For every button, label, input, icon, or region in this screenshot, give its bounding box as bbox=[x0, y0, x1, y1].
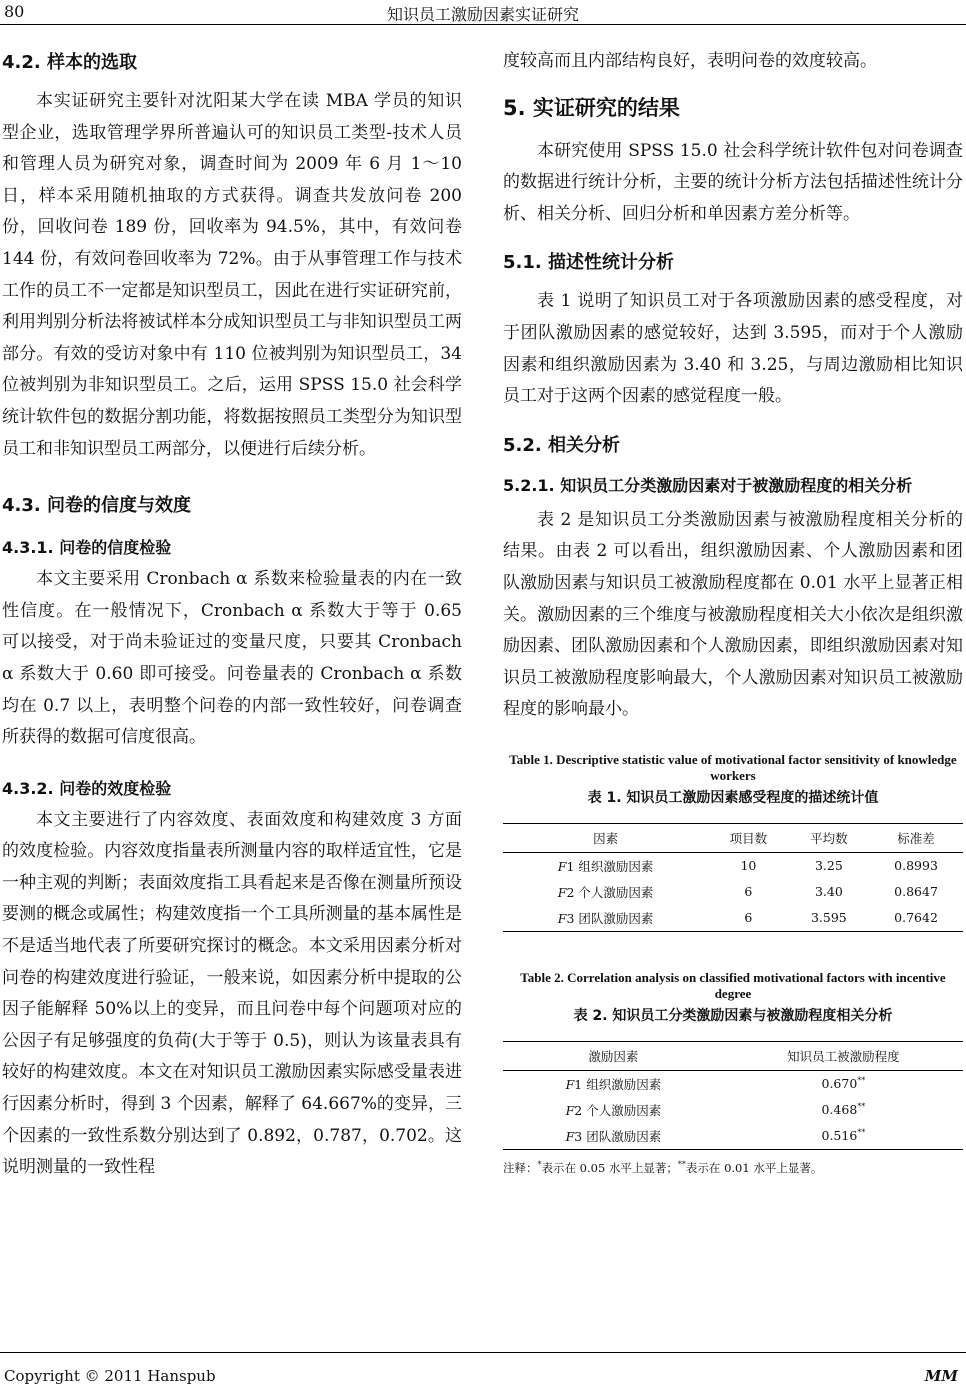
table-header-cell: 激励因素 bbox=[503, 1041, 724, 1070]
note-prefix: 注释： bbox=[503, 1160, 538, 1175]
table-header-row bbox=[503, 1041, 963, 1070]
correlation-value: 0.468 bbox=[821, 1102, 858, 1118]
table-1-caption-en: Table 1. Descriptive statistic value of motivational factor sensitivity of knowledge workers bbox=[509, 751, 957, 783]
significance-mark: ** bbox=[857, 1128, 866, 1138]
correlation-value: 0.516 bbox=[821, 1128, 858, 1144]
section-4-3-1-heading: 4.3.1. 问卷的信度检验 bbox=[2, 538, 172, 558]
table-header-cell: 知识员工被激励程度 bbox=[724, 1041, 963, 1070]
significance-mark: ** bbox=[857, 1102, 866, 1112]
section-4-2-paragraph: 本实证研究主要针对沈阳某大学在读 MBA 学员的知识型企业，选取管理学界所普遍认可的知识员工类型-技术人员和管理人员为研究对象，调查时间为 2009 年 6 月 1～10 日，样本采用随机抽取的方式获得。调查共发放问卷 200 份，回收问卷 189 份，回收率为 94.5%，其中，有效问卷 144 份，有效问卷回收率为 72%。由于从事管理工作与技术工作的员工不一定都是知识型员工，因此在进行实证研究前，利用判别分析法将被试样本分成知识型员工与非知识型员工两部分。有效的受访对象中有 110 位被判别为知识型员工，34 位被判别为非知识型员工。之后，运用 SPSS 15.0 社会科学统计软件包的数据分割功能，将数据按照员工类型分为知识型员工和非知识型员工两部分，以便进行后续分析。 bbox=[2, 91, 462, 459]
header-rule bbox=[0, 24, 966, 25]
note-mark: * bbox=[537, 1160, 542, 1170]
items-cell: 6 bbox=[708, 905, 788, 932]
mean-cell: 3.40 bbox=[814, 884, 843, 900]
table-header-cell: 平均数 bbox=[789, 823, 869, 852]
section-5-2-heading: 5.2. 相关分析 bbox=[503, 434, 620, 456]
table-header-cell: 因素 bbox=[503, 823, 708, 852]
table-header-cell: 标准差 bbox=[869, 823, 963, 852]
significance-mark: ** bbox=[857, 1076, 866, 1086]
running-title: 知识员工激励因素实证研究 bbox=[386, 5, 579, 24]
table-1-grid bbox=[503, 823, 963, 932]
table-row bbox=[503, 852, 963, 879]
sd-cell: 0.8647 bbox=[894, 884, 938, 900]
section-5-2-1-heading: 5.2.1. 知识员工分类激励因素对于被激励程度的相关分析 bbox=[503, 475, 913, 495]
sd-cell: 0.8993 bbox=[894, 858, 938, 874]
table-2-note bbox=[503, 1160, 963, 1176]
table-row bbox=[503, 905, 963, 932]
section-5-paragraph: 本研究使用 SPSS 15.0 社会科学统计软件包对问卷调查的数据进行统计分析，主要的统计分析方法包括描述性统计分析、相关分析、回归分析和单因素方差分析等。 bbox=[503, 140, 963, 224]
table-1 bbox=[503, 752, 963, 932]
factor-code: F bbox=[565, 1128, 575, 1144]
factor-name-cell bbox=[503, 1097, 724, 1123]
correlation-cell bbox=[724, 1070, 963, 1097]
table-2-caption-en: Table 2. Correlation analysis on classified motivational factors with incentive degree bbox=[520, 969, 946, 1001]
page-number: 80 bbox=[4, 2, 25, 21]
section-4-3-2-heading: 4.3.2. 问卷的效度检验 bbox=[2, 778, 172, 798]
correlation-cell bbox=[724, 1123, 963, 1150]
section-5-1-paragraph: 表 1 说明了知识员工对于各项激励因素的感受程度，对于团队激励因素的感觉较好，达到 3.595，而对于个人激励因素和组织激励因素为 3.40 和 3.25，与周边激励相比知识员工对于这两个因素的感觉程度一般。 bbox=[503, 291, 963, 407]
left-column bbox=[2, 44, 462, 1184]
factor-name-cell bbox=[503, 1070, 724, 1097]
journal-abbrev: MM bbox=[924, 1367, 958, 1385]
factor-number: 1 bbox=[566, 858, 575, 874]
table-row bbox=[503, 1123, 963, 1150]
table-header-cell: 项目数 bbox=[708, 823, 788, 852]
factor-name: 团队激励因素 bbox=[586, 1128, 662, 1144]
right-column bbox=[503, 44, 963, 1176]
table-2-caption-cn: 表 2. 知识员工分类激励因素与被激励程度相关分析 bbox=[573, 1007, 893, 1024]
section-5-1-heading: 5.1. 描述性统计分析 bbox=[503, 252, 674, 274]
items-cell: 6 bbox=[744, 884, 753, 900]
page-footer bbox=[0, 1352, 966, 1387]
factor-number: 2 bbox=[574, 1102, 583, 1118]
section-4-3-heading: 4.3. 问卷的信度与效度 bbox=[2, 495, 191, 517]
mean-cell: 3.595 bbox=[789, 905, 869, 932]
factor-number: 3 bbox=[566, 910, 575, 926]
factor-number: 1 bbox=[574, 1076, 583, 1092]
factor-name: 团队激励因素 bbox=[578, 910, 654, 926]
copyright-notice: Copyright © 2011 Hanspub bbox=[4, 1367, 216, 1385]
note-mark: ** bbox=[677, 1160, 686, 1170]
factor-name: 个人激励因素 bbox=[578, 884, 654, 900]
note-text: 表示在 0.05 水平上显著； bbox=[541, 1160, 678, 1175]
correlation-cell bbox=[724, 1097, 963, 1123]
factor-code: F bbox=[557, 884, 567, 900]
factor-code: F bbox=[557, 910, 567, 926]
correlation-value: 0.670 bbox=[821, 1076, 858, 1092]
factor-code: F bbox=[565, 1102, 575, 1118]
factor-number: 2 bbox=[566, 884, 575, 900]
factor-name: 组织激励因素 bbox=[578, 858, 654, 874]
factor-name: 个人激励因素 bbox=[586, 1102, 662, 1118]
sd-cell: 0.7642 bbox=[869, 905, 963, 932]
table-row bbox=[503, 1070, 963, 1097]
factor-name: 组织激励因素 bbox=[586, 1076, 662, 1092]
section-5-heading: 5. 实证研究的结果 bbox=[503, 95, 680, 120]
factor-number: 3 bbox=[574, 1128, 583, 1144]
continued-paragraph: 度较高而且内部结构良好，表明问卷的效度较高。 bbox=[503, 51, 877, 71]
factor-code: F bbox=[565, 1076, 575, 1092]
section-4-3-1-paragraph: 本文主要采用 Cronbach α 系数来检验量表的内在一致性信度。在一般情况下，Cronbach α 系数大于等于 0.65 可以接受，对于尚未验证过的变量尺度，只要其 Cronbach α 系数大于 0.60 即可接受。问卷量表的 Cronbach α 系数均在 0.7 以上，表明整个问卷的内部一致性较好，问卷调查所获得的数据可信度很高。 bbox=[2, 569, 462, 748]
table-header-row bbox=[503, 823, 963, 852]
table-2-grid bbox=[503, 1041, 963, 1150]
factor-name-cell bbox=[503, 905, 708, 932]
section-4-2-heading: 4.2. 样本的选取 bbox=[2, 52, 137, 73]
section-4-3-2-paragraph: 本文主要进行了内容效度、表面效度和构建效度 3 方面的效度检验。内容效度指量表所测量内容的取样适宜性，它是一种主观的判断；表面效度指工具看起来是否像在测量所预设要测的概念或属性；构建效度指一个工具所测量的基本属性是不是适当地代表了所要研究探讨的概念。本文采用因素分析对问卷的构建效度进行验证，一般来说，如因素分析中提取的公因子能解释 50%以上的变异，而且问卷中每个问题项对应的公因子有足够强度的负荷(大于等于 0.5)，则认为该量表具有较好的构建效度。本文在对知识员工激励因素实际感受量表进行因素分析时，得到 3 个因素，解释了 64.667%的变异，三个因素的一致性系数分别达到了 0.892，0.787，0.702。这说明测量的一致性程 bbox=[2, 809, 462, 1178]
table-1-caption-cn: 表 1. 知识员工激励因素感受程度的描述统计值 bbox=[587, 789, 879, 806]
factor-code: F bbox=[557, 858, 567, 874]
table-row bbox=[503, 879, 963, 905]
table-row bbox=[503, 1097, 963, 1123]
note-text: 表示在 0.01 水平上显著。 bbox=[685, 1160, 823, 1175]
section-5-2-1-paragraph: 表 2 是知识员工分类激励因素与被激励程度相关分析的结果。由表 2 可以看出，组织激励因素、个人激励因素和团队激励因素与知识员工被激励程度都在 0.01 水平上显著正相关。激励因素的三个维度与被激励程度相关大小依次是组织激励因素、团队激励因素和个人激励因素，即组织激励因素对知识员工被激励程度影响最大，个人激励因素对知识员工被激励程度的影响最小。 bbox=[503, 509, 963, 720]
table-2 bbox=[503, 970, 963, 1176]
factor-name-cell bbox=[503, 1123, 724, 1150]
items-cell: 10 bbox=[740, 858, 757, 874]
factor-name-cell bbox=[503, 879, 708, 905]
mean-cell: 3.25 bbox=[814, 858, 843, 874]
factor-name-cell bbox=[503, 852, 708, 879]
page-header bbox=[0, 0, 966, 26]
